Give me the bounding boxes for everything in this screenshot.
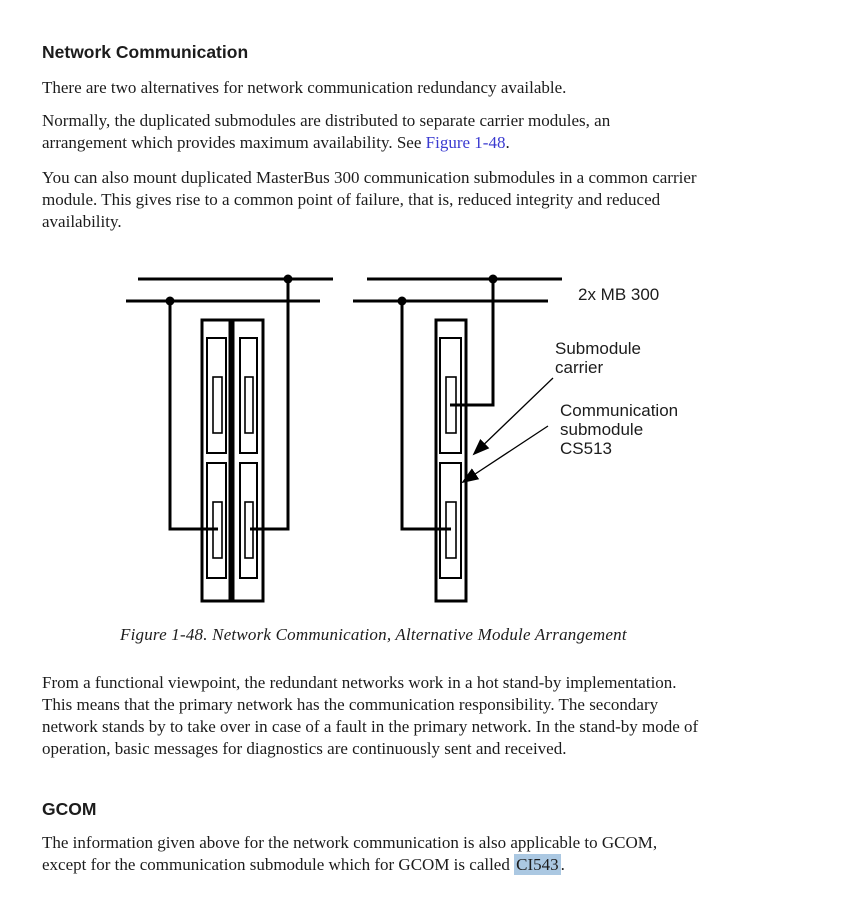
paragraph-gcom: [42, 832, 657, 876]
bus-junction-dot: [284, 275, 293, 284]
text-run: .: [505, 133, 510, 152]
callout-arrows: [463, 378, 553, 482]
carrier-label-line: Submodule: [555, 339, 642, 358]
bus-label: 2x MB 300: [578, 285, 660, 304]
figure-caption: Figure 1-48. Network Communication, Alternative Module Arrangement: [120, 625, 627, 644]
paragraph-line: Normally, the duplicated submodules are distributed to separate carrier modules, an: [42, 111, 611, 130]
paragraph-line: module. This gives rise to a common point of failure, that is, reduced integrity and reduced: [42, 190, 661, 209]
text-run: arrangement which provides maximum availability. See: [42, 133, 426, 152]
paragraph-hot-standby: [42, 672, 698, 760]
submodule-pointer-arrow: [463, 426, 548, 482]
bus-junction-dot: [398, 297, 407, 306]
heading-gcom: GCOM: [42, 799, 97, 819]
paragraph-line: operation, basic messages for diagnostics are continuously sent and received.: [42, 739, 567, 758]
bus-junction-dot: [489, 275, 498, 284]
paragraph-common-carrier: [42, 167, 697, 233]
carrier-pointer-arrow: [474, 378, 553, 454]
paragraph-intro: There are two alternatives for network communication redundancy available.: [42, 78, 567, 97]
paragraph-normally: [42, 110, 610, 154]
paragraph-line: You can also mount duplicated MasterBus 300 communication submodules in a common carrier: [42, 168, 697, 187]
submodule-label-line: Communication: [560, 401, 679, 420]
heading-network-communication: Network Communication: [42, 42, 249, 62]
submodule-label-line: submodule: [560, 420, 644, 439]
search-highlight-ci543: CI543: [516, 855, 559, 874]
paragraph-line: network stands by to take over in case of a fault in the primary network. In the stand-by mode of: [42, 717, 699, 736]
carrier-label-line: carrier: [555, 358, 604, 377]
text-run: except for the communication submodule which for GCOM is called: [42, 855, 515, 874]
paragraph-line: [42, 854, 657, 876]
paragraph-line: From a functional viewpoint, the redundant networks work in a hot stand-by implementation.: [42, 673, 677, 692]
figure-1-48-link[interactable]: Figure 1-48: [425, 133, 506, 152]
left-arrangement: [126, 275, 333, 602]
bus-junction-dot: [166, 297, 175, 306]
submodule-label-line: CS513: [560, 439, 612, 458]
text-run: .: [560, 855, 565, 874]
paragraph-line: availability.: [42, 212, 122, 231]
paragraph-line: [42, 132, 610, 154]
paragraph-line: The information given above for the network communication is also applicable to GCOM,: [42, 833, 658, 852]
paragraph-line: This means that the primary network has the communication responsibility. The secondary: [42, 695, 659, 714]
carrier-module: [233, 320, 263, 601]
figure-1-48-diagram: [100, 260, 720, 620]
